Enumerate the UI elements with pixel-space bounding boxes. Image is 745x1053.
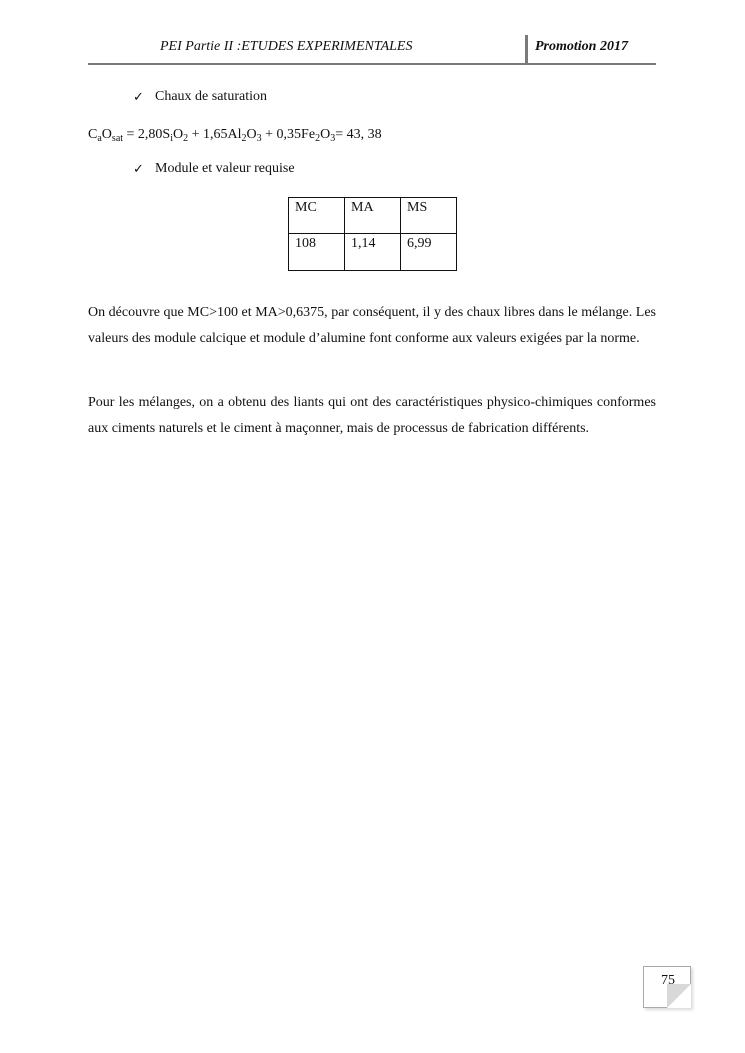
table-header-cell: MC: [289, 198, 345, 234]
bullet-text: Chaux de saturation: [155, 89, 267, 104]
page-fold-corner: [667, 984, 691, 1008]
table-cell: 1,14: [345, 234, 401, 271]
header-separator: [525, 35, 528, 63]
header-rule: [88, 63, 656, 65]
header-promotion: Promotion 2017: [535, 39, 628, 54]
checkmark-icon: ✓: [133, 89, 144, 104]
checkmark-icon: ✓: [133, 161, 144, 176]
table-header-row: [289, 198, 457, 234]
table-row: [289, 234, 457, 271]
bullet-module-valeur: [133, 161, 295, 177]
paragraph-analysis: On découvre que MC>100 et MA>0,6375, par conséquent, il y des chaux libres dans le mélange. Les valeurs des module calcique et module d’alumine font conforme aux valeurs exigées par la norme.: [88, 305, 656, 346]
page-number: 75: [661, 973, 675, 988]
saturation-formula: $C_aO_{sat} = 2,80S_iO_2 + 1,65Al_2O_3 + 0,35Fe_2O_3= 43$, 38: [88, 127, 382, 144]
table-header-cell: MS: [401, 198, 457, 234]
modules-table: [288, 197, 457, 271]
paragraph-conclusion: Pour les mélanges, on a obtenu des liants qui ont des caractéristiques physico-chimiques conformes aux ciments naturels et le ciment à maçonner, mais de processus de fabrication différents.: [88, 395, 656, 436]
table-cell: 108: [289, 234, 345, 271]
page-number-box: [643, 966, 691, 1008]
table-header-cell: MA: [345, 198, 401, 234]
bullet-chaux-saturation: [133, 89, 267, 105]
table-cell: 6,99: [401, 234, 457, 271]
header-title: PEI Partie II :ETUDES EXPERIMENTALES: [160, 39, 413, 54]
bullet-text: Module et valeur requise: [155, 161, 295, 176]
